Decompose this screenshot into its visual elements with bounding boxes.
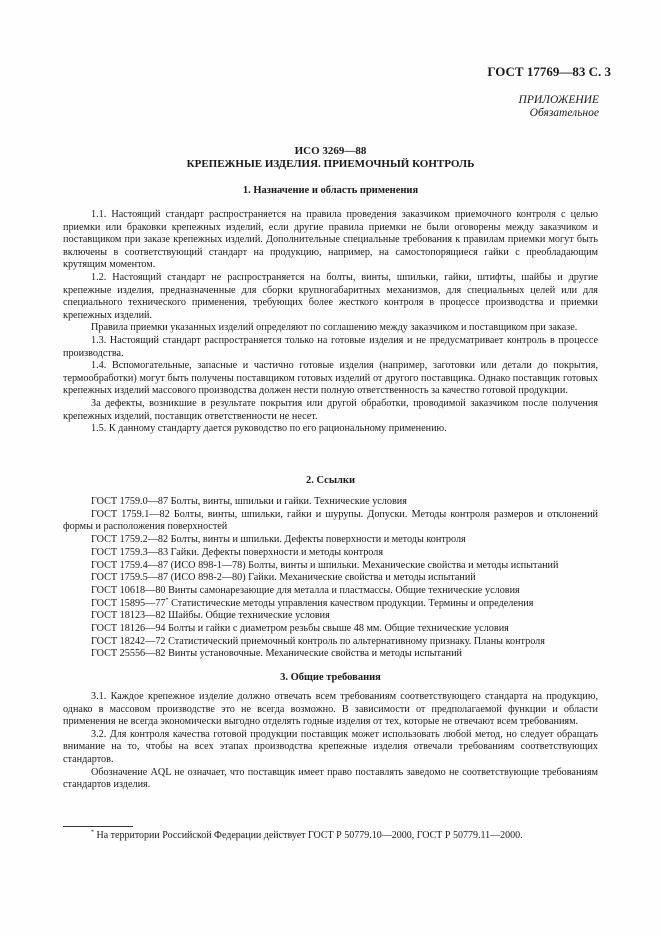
reference-item: ГОСТ 1759.0—87 Болты, винты, шпильки и гайки. Технические условия xyxy=(91,496,407,507)
page-header-doc-number: ГОСТ 17769—83 С. 3 xyxy=(487,64,611,79)
reference-item: ГОСТ 1759.4—87 (ИСО 898-1—78) Болты, винты и шпильки. Механические свойства и методы испытаний xyxy=(91,559,559,571)
section-1-heading: 1. Назначение и область применения xyxy=(242,185,419,196)
appendix-label-block xyxy=(519,94,599,120)
reference-item: ГОСТ 1759.2—82 Болты, винты и шпильки. Дефекты поверхности и методы контроля xyxy=(91,534,466,546)
standard-code: ИСО 3269—88 xyxy=(294,145,367,157)
reference-item xyxy=(63,598,598,611)
footnote xyxy=(91,830,523,841)
reference-item: ГОСТ 1759.1—82 Болты, винты, шпильки, гайки и шурупы. Допуски. Методы контроля размеров и отклонений формы и расположения поверхностей xyxy=(63,508,598,533)
reference-code: ГОСТ 15895—77 xyxy=(91,597,166,609)
paragraph-1-4-note: За дефекты, возникшие в результате покрытия или другой обработки, проводимой заказчиком после получения крепежных изделий, поставщик ответственности не несет. xyxy=(63,397,598,422)
reference-item: ГОСТ 18242—72 Статистический приемочный контроль по альтернативному признаку. Планы контроля xyxy=(91,635,545,647)
reference-item: ГОСТ 25556—82 Винты установочные. Механические свойства и методы испытаний xyxy=(91,648,462,660)
reference-item: ГОСТ 1759.5—87 (ИСО 898-2—80) Гайки. Механические свойства и методы испытаний xyxy=(91,572,476,584)
section-3-heading: 3. Общие требования xyxy=(280,672,381,683)
appendix-label: ПРИЛОЖЕНИЕ xyxy=(518,94,599,106)
paragraph-1-2-note: Правила приемки указанных изделий определяют по соглашению между заказчиком и поставщиком при заказе. xyxy=(91,322,578,334)
paragraph-1-2: 1.2. Настоящий стандарт не распространяется на болты, винты, шпильки, гайки, штифты, шайбы и другие крепежные изделия, предназначенные для сборки крупногабаритных механизмов, для специальных целей или для специального технического применения, требующих более жесткого контроля в процессе производства и приемки крепежных изделий. xyxy=(63,271,598,321)
reference-title: Статистические методы управления качеством продукции. Термины и определения xyxy=(168,597,534,609)
paragraph-1-4: 1.4. Вспомогательные, запасные и частично готовые изделия (например, заготовки или детали до покрытия, термообработки) могут быть получены поставщиком готовых изделий от другого поставщика. Однако поставщик готовых крепежных изделий массового производства должен нести полную ответственность за качество готовой продукции. xyxy=(63,360,598,397)
section-1-body xyxy=(63,209,598,436)
section-2-heading: 2. Ссылки xyxy=(305,475,356,486)
paragraph-1-3: 1.3. Настоящий стандарт распространяется только на готовые изделия и не предусматривает контроль в процессе производства. xyxy=(63,334,598,359)
reference-item: ГОСТ 1759.3—83 Гайки. Дефекты поверхности и методы контроля xyxy=(91,546,384,558)
footnote-divider xyxy=(63,826,133,827)
paragraph-3-2: 3.2. Для контроля качества готовой продукции поставщик может использовать любой метод, но следует обращать внимание на то, чтобы на всех этапах производства крепежные изделия отвечали требованиям соответствующих стандартов. xyxy=(63,728,598,765)
section-3-body xyxy=(63,691,598,792)
footnote-text: На территории Российской Федерации действует ГОСТ Р 50779.10—2000, ГОСТ Р 50779.11—2000. xyxy=(94,830,523,841)
footnote-marker: * xyxy=(165,597,169,604)
paragraph-1-5: 1.5. К данному стандарту дается руководство по его рациональному применению. xyxy=(91,423,447,435)
references-list xyxy=(63,496,598,661)
paragraph-3-2-note: Обозначение AQL не означает, что поставщик имеет право поставлять заведомо не соответствующие требованиям стандартов изделия. xyxy=(63,766,598,791)
document-title: КРЕПЕЖНЫЕ ИЗДЕЛИЯ. ПРИЕМОЧНЫЙ КОНТРОЛЬ xyxy=(186,158,475,170)
reference-item: ГОСТ 18126—94 Болты и гайки с диаметром резьбы свыше 48 мм. Общие технические условия xyxy=(91,623,509,635)
reference-item: ГОСТ 18123—82 Шайбы. Общие технические условия xyxy=(91,610,330,622)
paragraph-3-1: 3.1. Каждое крепежное изделие должно отвечать всем требованиям соответствующего стандарта на продукцию, однако в массовом производстве это не всегда возможно. В зависимости от предполагаемой функции и области применения не всегда экономически выгодно отделять годные изделия от тех, которые не отвечают всем требованиям. xyxy=(63,691,598,728)
reference-item: ГОСТ 10618—80 Винты самонарезающие для металла и пластмассы. Общие технические условия xyxy=(91,584,520,596)
footnote-marker: * xyxy=(91,829,94,836)
paragraph-1-1: 1.1. Настоящий стандарт распространяется на правила проведения заказчиком приемочного контроля с целью приемки или браковки крепежных изделий, если другие правила приемки не были оговорены между заказчиком и поставщиком при заказе крепежных изделий. Дополнительные специальные требования к правилам приемки могут быть включены в соответствующий стандарт на продукцию, например, на самостопорящиеся гайки с преобладающим крутящим моментом. xyxy=(63,209,598,271)
appendix-status: Обязательное xyxy=(529,107,599,119)
